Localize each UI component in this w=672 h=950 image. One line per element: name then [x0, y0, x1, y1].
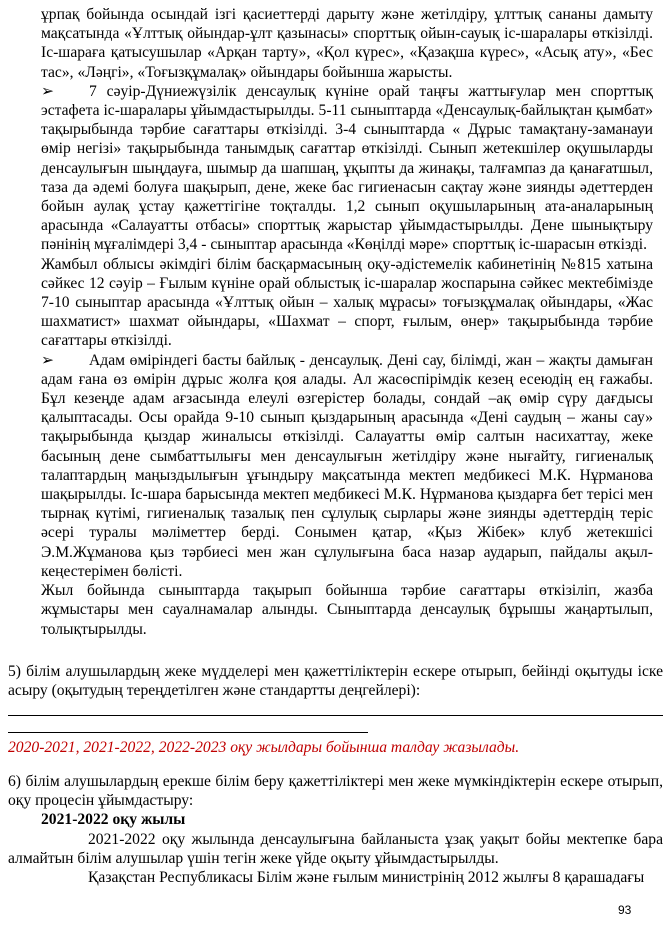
section-5-note-block — [8, 738, 663, 757]
analysis-note: 2020-2021, 2021-2022, 2022-2023 оқу жылдары бойынша талдау жазылады. — [8, 739, 520, 756]
section-6-heading: 6) білім алушылардың ерекше білім беру қажеттіліктері мен жеке мүмкіндіктерін ескере отырып, оқу процесін ұйымдастыру: — [8, 773, 663, 810]
paragraph-health-day — [41, 82, 653, 255]
paragraph-girls-meeting — [41, 351, 653, 581]
answer-line-full — [8, 715, 663, 716]
bullet-arrow-icon: ➢ — [41, 351, 55, 369]
paragraph-home-schooling: 2021-2022 оқу жылында денсаулығына байланыста ұзақ уақыт бойы мектепке бара алмайтын білім алушылар үшін тегін жеке үйде оқыту ұйымдастырылды. — [8, 830, 663, 867]
page-number: 93 — [618, 903, 632, 917]
paragraph-national-games: ұрпақ бойында осындай ізгі қасиеттерді дарыту және жетілдіру, ұлттық сананы дамыту мақсатында «Ұлттық ойындар-ұлт қазынасы» спорттық ойын-сауық іс-шаралары өткізілді. Іс-шараға қатысушылар «Арқан тарту», «Қол күрес», «Қазақша күрес», «Асық ату», «Бес тас», «Ләңгі», «Тоғызқұмалақ» ойындары бойынша жарысты. — [41, 6, 653, 81]
paragraph-year-summary: Жыл бойында сыныптарда тақырып бойынша тәрбие сағаттары өткізіліп, жазба жұмыстары мен сауалнамалар алынды. Сыныптарда денсаулық бұрышы жаңартылып, толықтырылды. — [41, 582, 653, 638]
answer-line-short — [8, 732, 368, 733]
paragraph-science-day: Жамбыл облысы әкімдігі білім басқармасының оқу-әдістемелік кабинетінің №815 хатына сәйкес 12 сәуір – Ғылым күніне орай облыстық іс-шаралар жоспарына сәйкес мектебімізде 7-10 сыныптар арасында «Ұлттық ойын – халық мұрасы» тоғызқұмалақ ойындары, «Жас шахматист» шахмат ойындары, «Шахмат – спорт, ғылым, өнер» тақырыбында тәрбие сағаттары өткізілді. — [41, 255, 653, 350]
bullet-arrow-icon: ➢ — [41, 82, 55, 100]
section-6 — [8, 772, 663, 887]
section-5 — [8, 662, 663, 700]
section-5-heading: 5) білім алушылардың жеке мүдделері мен қажеттіліктерін ескере отырып, бейінді оқытуды іске асыру (оқытудың тереңдетілген және стандартты деңгейлері): — [8, 663, 663, 700]
paragraph-ministry-order: Қазақстан Республикасы Білім және ғылым министрінің 2012 жылғы 8 қарашадағы — [88, 869, 645, 887]
paragraph-health-day-text: 7 сәуір-Дүниежүзілік денсаулық күніне орай таңғы жаттығулар мен спорттық эстафета іс-шаралары ұйымдастырылды. 5-11 сыныптарда «Денсаулық-байлықтан қымбат» тақырыбында тәрбие сағаттары өткізілді. 3-4 сыныптарда « Дұрыс тамақтану-заманауи өмір негізі» тақырыбында танымдық сағаттар өткізілді. Сынып жетекшілер оқушыларды денсаулығын шыңдауға, шымыр да шапшаң, ұқыпты да жинақы, талғампаз да қанағатшыл, таза да әдемі болуға шақырып, дене, жеке бас гигиенасын сақтау және зиянды әдеттерден бойын аулақ ұстау қажеттігіне тоқталды. 1,2 сынып оқушыларының ата-аналарының арасында «Салауатты отбасы» спорттық жарыстар ұйымдастырылды. Дене шынықтыру пәнінің мұғалімдері 3,4 - сыныптар арасында «Көңілді мәре» спорттық іс-шарасын өткізді. — [41, 82, 653, 254]
paragraph-girls-meeting-text: Адам өміріндегі басты байлық - денсаулық. Дені сау, білімді, жан – жақты дамыған адам ғана өз өмірін дұрыс жолға қоя алады. Ал жасөспірімдік кезең есеюдің ең ғажабы. Бұл кезеңде адам ағзасында елеулі өзгерістер болады, сондай –ақ өмір сүру дағдысы қалыптасады. Осы орайда 9-10 сынып қыздарының арасында «Дені саудың – жаны сау» тақырыбында қыздар жиналысы өткізілді. Салауатты өмір салтын насихаттау, жеке басының дене сымбаттылығы мен денсаулығын жетілдіру және нығайту, гигиеналық талаптардың маңыздылығын ұғындыру мақсатында мектеп медбикесі М.К. Нұрманова шақырылды. Іс-шара барысында мектеп медбикесі М.К. Нұрманова қыздарға бет терісі мен тырнақ күтімі, гигиеналық тазалық пен сұлулық сырлары және зиянды әдеттердің теріс әсері туралы мәліметтер берді. Сонымен қатар, «Қыз Жібек» клуб жетекшісі Э.М.Жұманова қыз тәрбиесі мен жан сұлулығына баса назар аударып, пайдалы ақыл-кеңестерімен бөлісті. — [41, 351, 653, 580]
year-heading: 2021-2022 оқу жылы — [41, 811, 186, 829]
body-column-top — [41, 5, 653, 639]
